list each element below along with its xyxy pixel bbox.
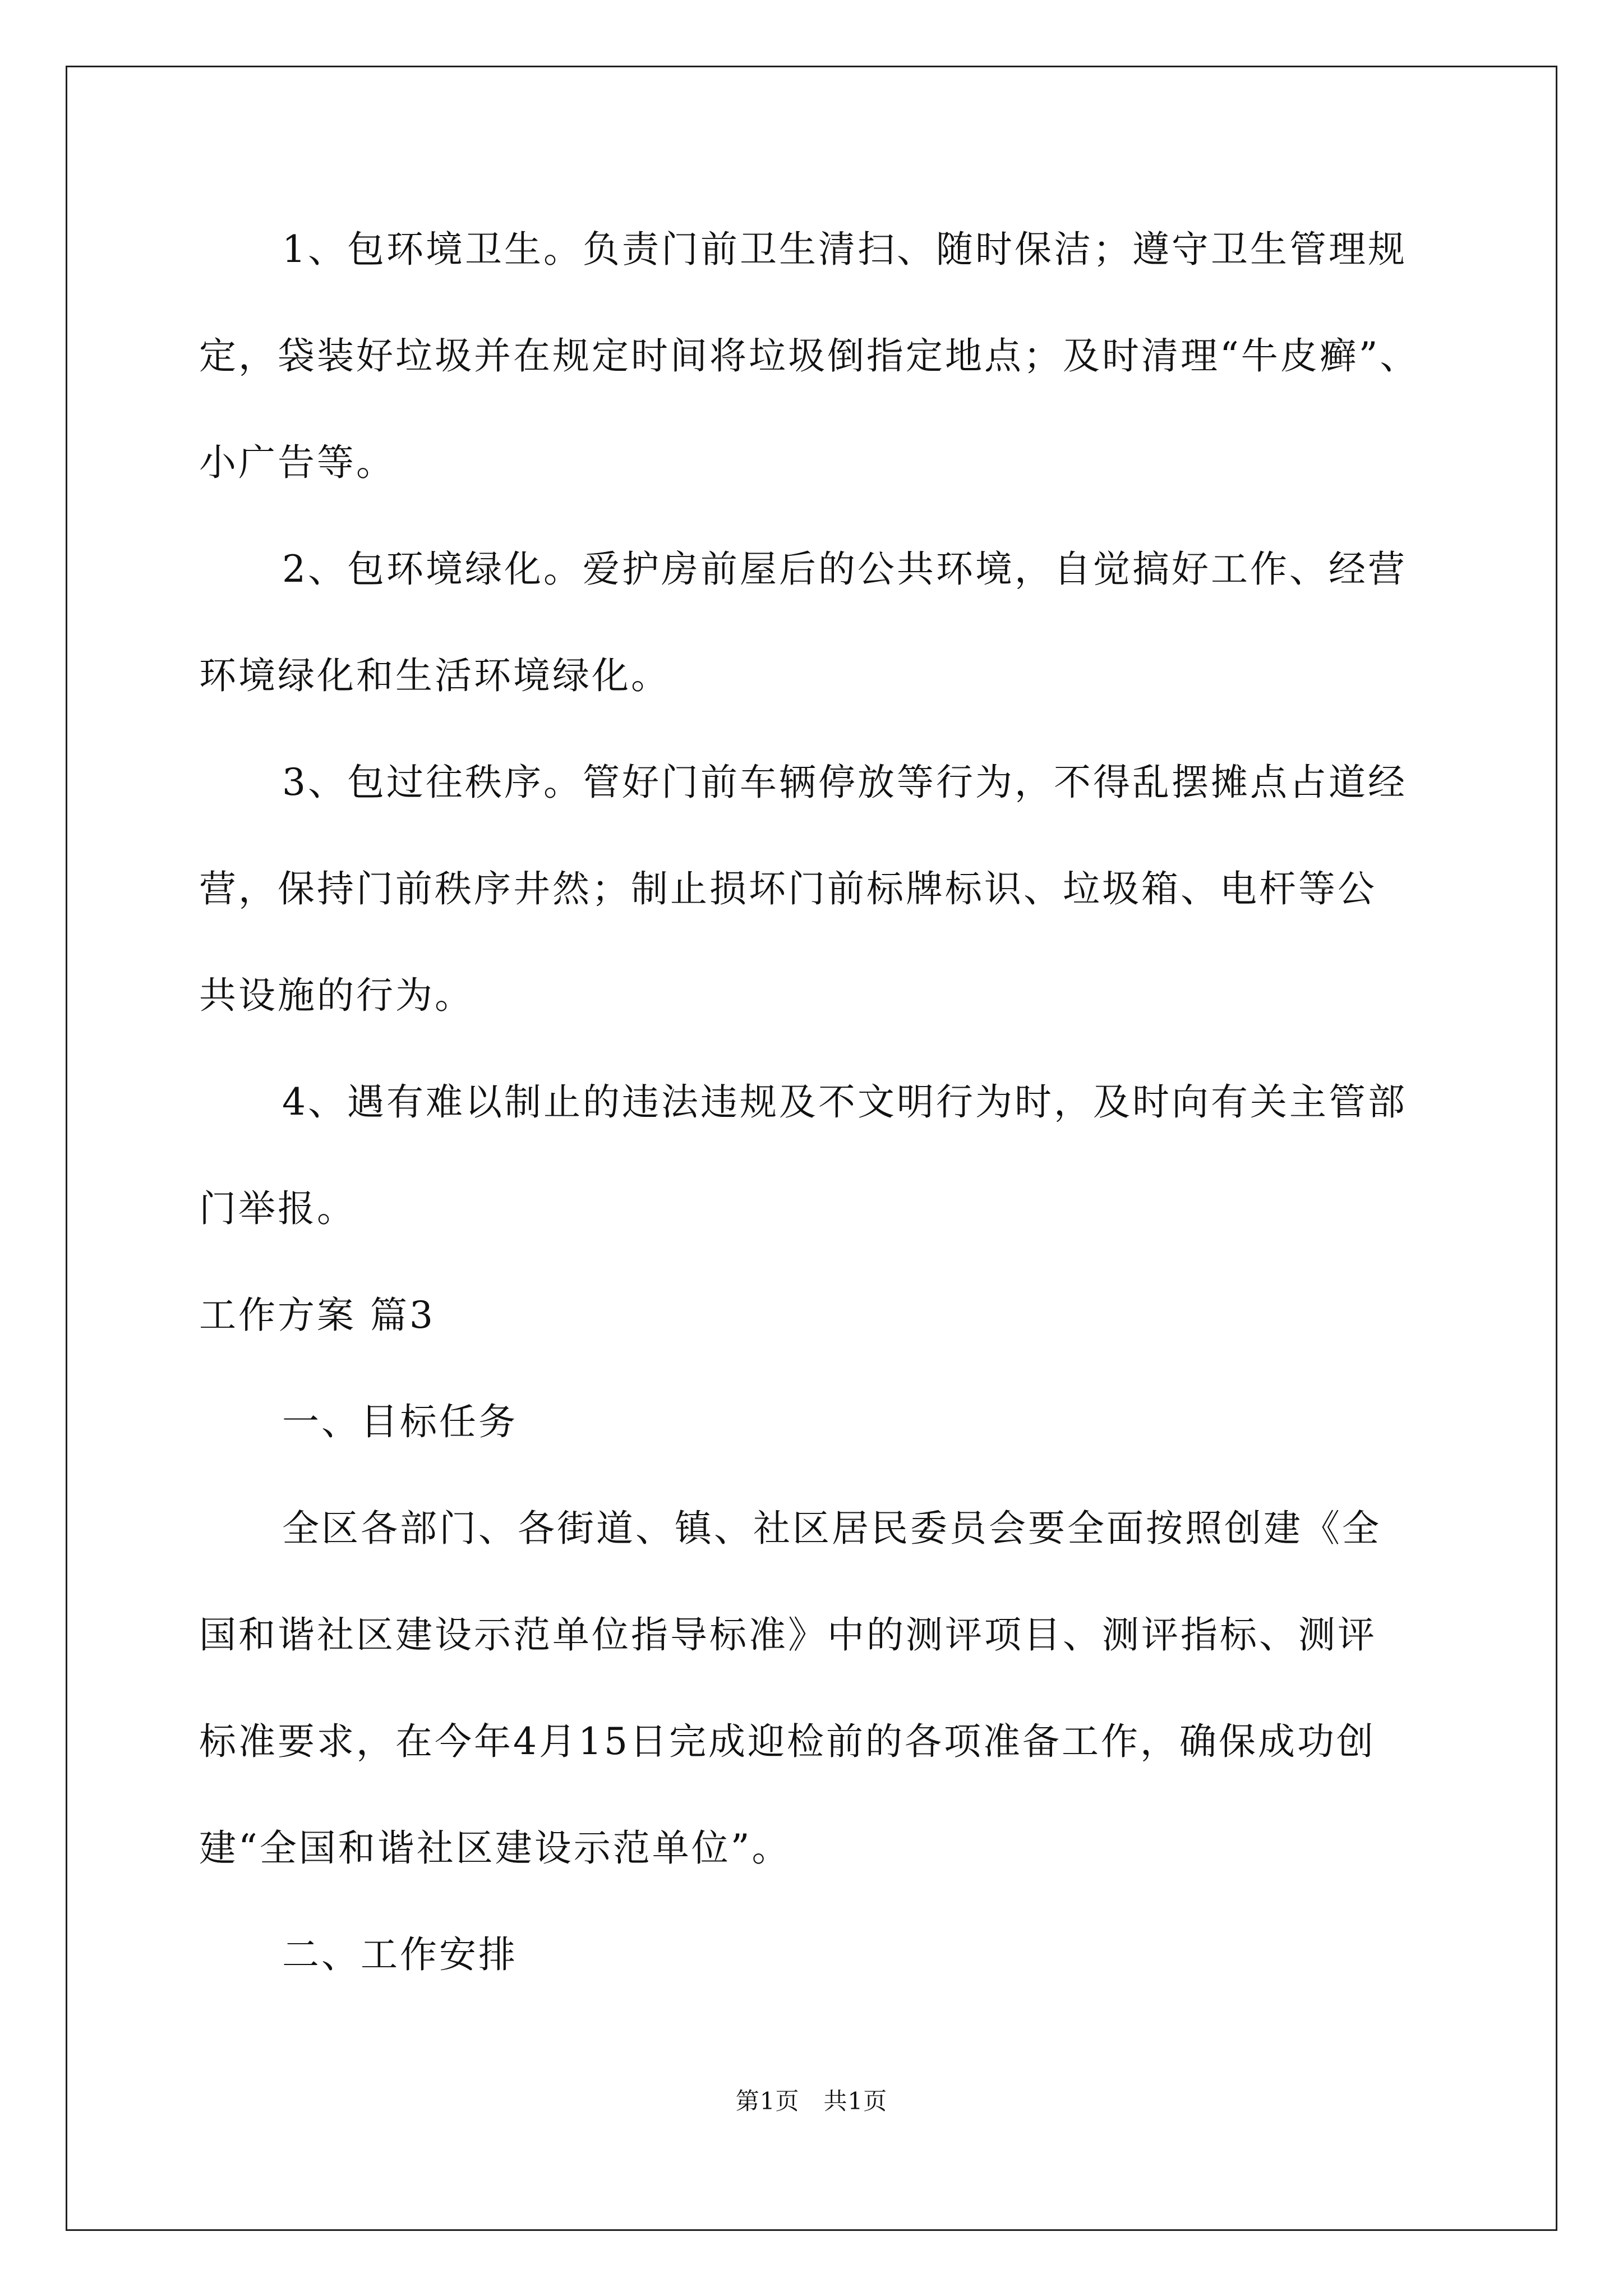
paragraph-2-line-1: 2、包环境绿化。爱护房前屋后的公共环境，自觉搞好工作、经营	[282, 547, 1407, 591]
paragraph-1-line-2: 定，袋装好垃圾并在规定时间将垃圾倒指定地点；及时清理“牛皮癣”、	[199, 334, 1419, 378]
page-border	[66, 66, 1557, 2231]
paragraph-1-line-1: 1、包环境卫生。负责门前卫生清扫、随时保洁；遵守卫生管理规	[282, 228, 1407, 271]
paragraph-3-line-2: 营，保持门前秩序井然；制止损坏门前标牌标识、垃圾箱、电杆等公	[199, 867, 1377, 910]
paragraph-3-line-3: 共设施的行为。	[199, 974, 474, 1017]
subheading-goals: 一、目标任务	[282, 1400, 518, 1443]
section-heading: 工作方案 篇3	[199, 1294, 435, 1337]
paragraph-5-line-4: 建“全国和谐社区建设示范单位”。	[199, 1826, 791, 1870]
paragraph-1-line-3: 小广告等。	[199, 441, 395, 484]
page-number-footer: 第1页 共1页	[735, 2087, 888, 2115]
subheading-arrangement: 二、工作安排	[282, 1933, 518, 1976]
paragraph-5-line-1: 全区各部门、各街道、镇、社区居民委员会要全面按照创建《全	[282, 1507, 1381, 1550]
paragraph-5-line-3: 标准要求，在今年4月15日完成迎检前的各项准备工作，确保成功创	[199, 1720, 1376, 1763]
paragraph-4-line-1: 4、遇有难以制止的违法违规及不文明行为时，及时向有关主管部	[282, 1080, 1407, 1124]
paragraph-4-line-2: 门举报。	[199, 1187, 356, 1230]
paragraph-2-line-2: 环境绿化和生活环境绿化。	[199, 654, 670, 697]
paragraph-3-line-1: 3、包过往秩序。管好门前车辆停放等行为，不得乱摆摊点占道经	[282, 761, 1407, 804]
paragraph-5-line-2: 国和谐社区建设示范单位指导标准》中的测评项目、测评指标、测评	[199, 1613, 1377, 1657]
